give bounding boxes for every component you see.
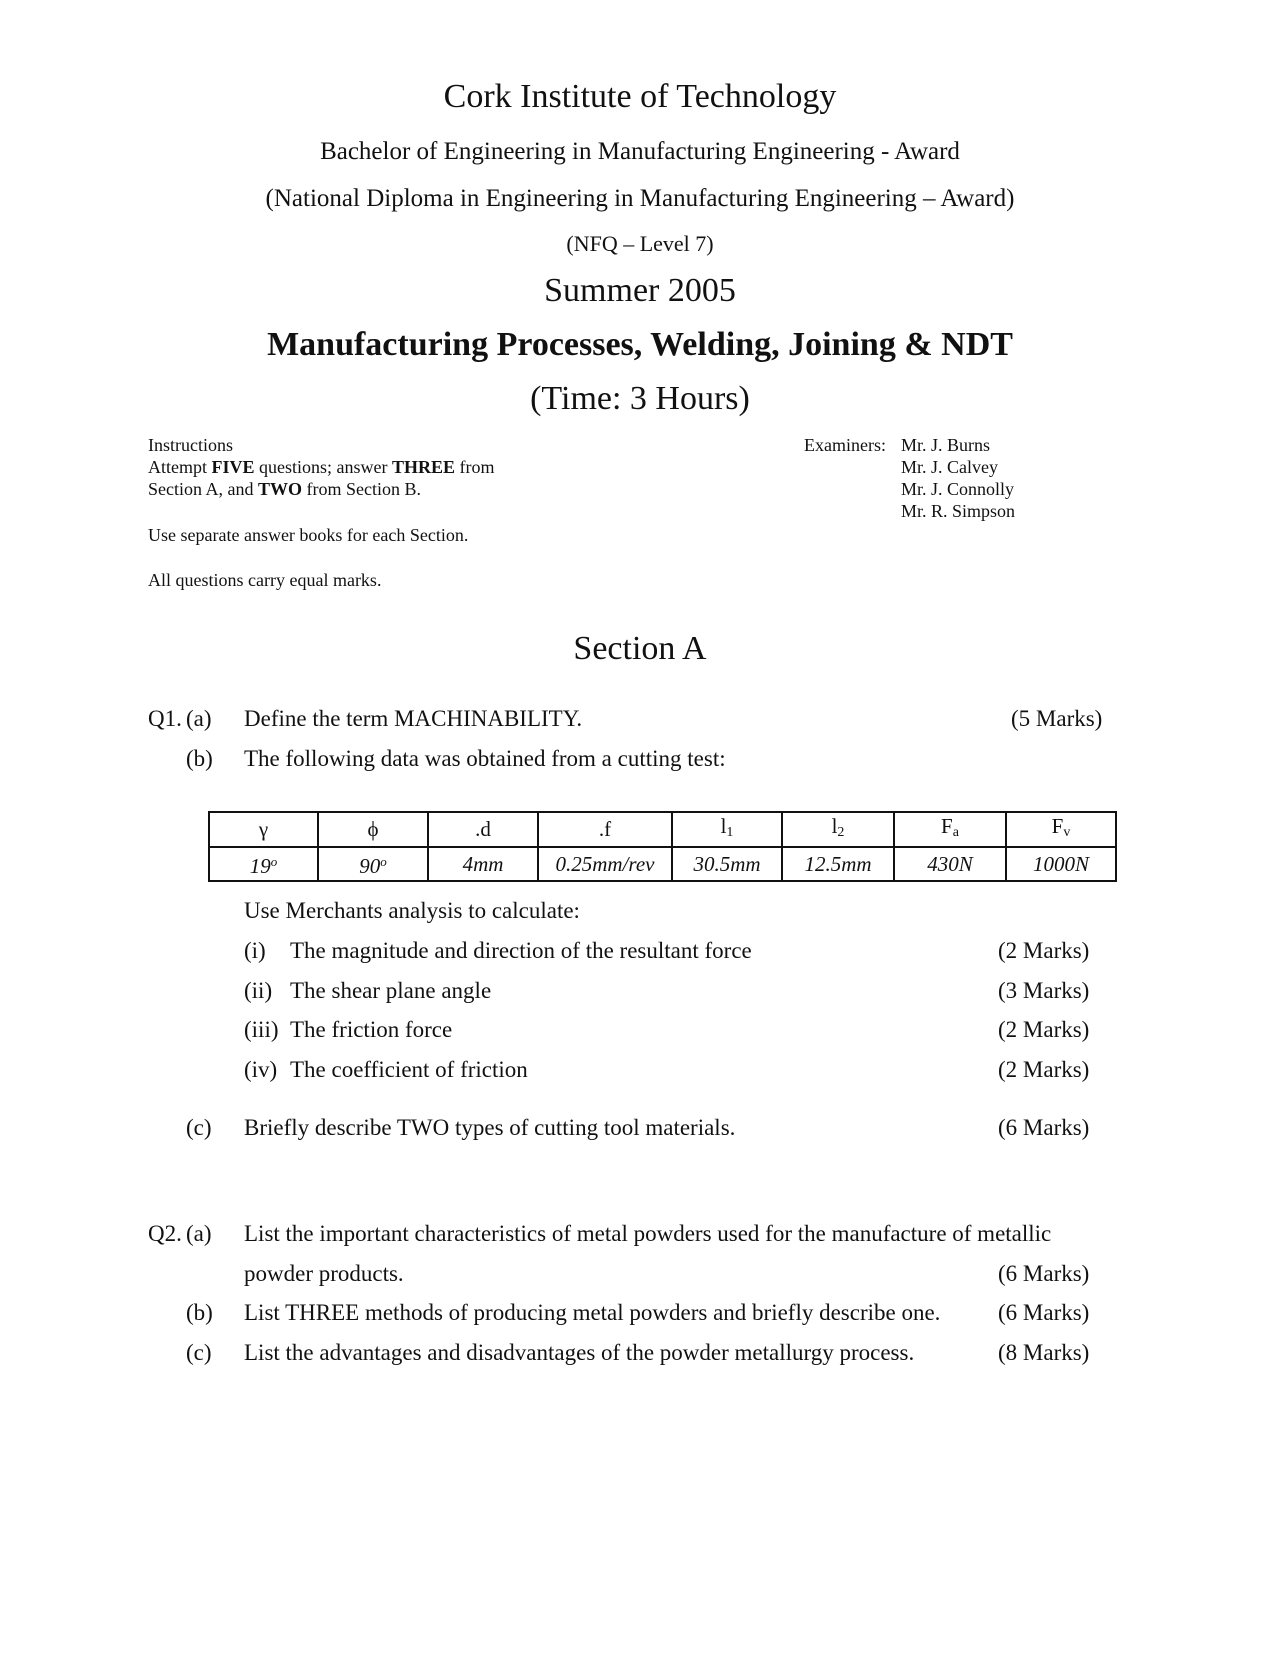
degree-title: Bachelor of Engineering in Manufacturing Engineering - Award [320, 138, 960, 165]
part-label: (b) [186, 1300, 213, 1325]
diploma-title: (National Diploma in Engineering in Manufacturing Engineering – Award) [265, 185, 1015, 212]
value-gamma: 19$^o$ [209, 847, 318, 881]
part-label: (a) [186, 1221, 212, 1246]
cutting-test-table [208, 811, 1117, 882]
examiner-name: Mr. J. Connolly [901, 479, 1015, 499]
q1-sub-item [0, 938, 1280, 968]
header-phi: ϕ [318, 812, 428, 847]
value-l1: 30.5mm [672, 847, 782, 881]
merchant-intro: Use Merchants analysis to calculate: [244, 898, 580, 923]
exam-session: Summer 2005 [544, 272, 736, 309]
nfq-level: (NFQ – Level 7) [566, 231, 714, 256]
part-text: List the important characteristics of metal powders used for the manufacture of metallic [244, 1221, 1052, 1246]
sub-item-text: The coefficient of friction [290, 1057, 528, 1082]
instructions-line-1: Attempt FIVE questions; answer THREE from [148, 457, 495, 477]
value-fv: 1000N [1006, 847, 1116, 881]
examiner-name: Mr. J. Burns [901, 435, 991, 455]
part-marks: (5 Marks) [1011, 706, 1103, 731]
examiners-block [804, 434, 1015, 522]
q2-part-b [0, 1300, 1280, 1330]
value-l2: 12.5mm [782, 847, 894, 881]
header-depth: .d [428, 812, 538, 847]
table-value-row [209, 847, 1116, 881]
equal-marks-note: All questions carry equal marks. [148, 570, 382, 590]
q1-sub-item [0, 1057, 1280, 1087]
header-fa: $F_a$ [894, 812, 1006, 847]
examiner-name: Mr. J. Calvey [901, 457, 998, 477]
q2-part-a-cont [0, 1261, 1280, 1291]
value-feed: 0.25mm/rev [538, 847, 672, 881]
instructions-block [148, 434, 495, 500]
q1-sub-item [0, 1017, 1280, 1047]
value-phi: 90$^o$ [318, 847, 428, 881]
sub-item-marks: (2 Marks) [998, 1017, 1090, 1042]
exam-duration: (Time: 3 Hours) [530, 380, 750, 417]
part-text: List THREE methods of producing metal powders and briefly describe one. [244, 1300, 941, 1325]
q1-part-a [0, 706, 1280, 736]
q2-part-c [0, 1340, 1280, 1370]
sub-item-label: (iv) [244, 1057, 278, 1082]
part-text: Define the term MACHINABILITY. [244, 706, 583, 731]
question-number: Q1. [148, 706, 182, 731]
sub-item-text: The magnitude and direction of the resultant force [290, 938, 752, 963]
sub-item-label: (i) [244, 938, 266, 963]
value-depth: 4mm [428, 847, 538, 881]
part-marks: (6 Marks) [998, 1115, 1090, 1140]
part-text: Briefly describe TWO types of cutting tool materials. [244, 1115, 736, 1140]
sub-item-label: (ii) [244, 978, 273, 1003]
instructions-heading: Instructions [148, 435, 233, 455]
q1-part-c [0, 1115, 1280, 1145]
separate-books-note: Use separate answer books for each Section. [148, 525, 469, 545]
header-fv: $F_v$ [1006, 812, 1116, 847]
question-number: Q2. [148, 1221, 182, 1246]
table-header-row [209, 812, 1116, 847]
header-gamma: γ [209, 812, 318, 847]
header-l1: $l_1$ [672, 812, 782, 847]
part-marks: (8 Marks) [998, 1340, 1090, 1365]
sub-item-marks: (3 Marks) [998, 978, 1090, 1003]
sub-item-text: The shear plane angle [290, 978, 492, 1003]
part-marks: (6 Marks) [998, 1300, 1090, 1325]
header-l2: $l_2$ [782, 812, 894, 847]
value-fa: 430N [894, 847, 1006, 881]
q2-part-a [0, 1221, 1280, 1251]
section-a-title: Section A [573, 630, 707, 667]
sub-item-label: (iii) [244, 1017, 279, 1042]
q1-sub-item [0, 978, 1280, 1008]
sub-item-marks: (2 Marks) [998, 1057, 1090, 1082]
part-marks: (6 Marks) [998, 1261, 1090, 1286]
instructions-line-2: Section A, and TWO from Section B. [148, 479, 422, 499]
subject-title: Manufacturing Processes, Welding, Joining & NDT [267, 326, 1013, 363]
header-feed: .f [538, 812, 672, 847]
part-label: (a) [186, 706, 212, 731]
examiner-name: Mr. R. Simpson [901, 501, 1016, 521]
part-text: The following data was obtained from a cutting test: [244, 746, 726, 771]
examiners-label: Examiners: [804, 435, 886, 455]
q1-part-b [0, 746, 1280, 776]
part-label: (c) [186, 1340, 212, 1365]
part-label: (b) [186, 746, 213, 771]
part-label: (c) [186, 1115, 212, 1140]
part-text: powder products. [244, 1261, 404, 1286]
institution-title: Cork Institute of Technology [443, 78, 837, 115]
sub-item-marks: (2 Marks) [998, 938, 1090, 963]
sub-item-text: The friction force [290, 1017, 453, 1042]
part-text: List the advantages and disadvantages of the powder metallurgy process. [244, 1340, 915, 1365]
